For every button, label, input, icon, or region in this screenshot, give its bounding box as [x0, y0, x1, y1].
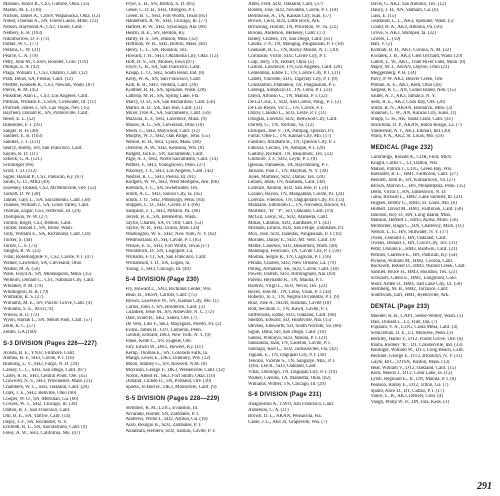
roster-entry: Major, M. J., AKAN, Dayton, Ohio (23) — [370, 65, 449, 71]
roster-entry: Dais, Donald L., LT, Flint, Ida. (7) — [370, 319, 438, 325]
roster-entry: Meggenberg, P. H. (34) — [370, 71, 417, 76]
roster-entry: Pickens, William M., HM2, Corona, Calif. — [370, 258, 454, 264]
roster-entry: Whitaker, P. M. (79) — [3, 283, 43, 289]
roster-entry: Carlos, John J., SN, Broderick, Calif. (3) — [125, 304, 205, 310]
roster-entry: Short, Arden O., HM1, Salt Lake City, Ut. (58) — [370, 281, 462, 287]
roster-entry: McBrimer, Hugh C., HN, Charleroy, Mich. (11) — [370, 224, 464, 229]
roster-entry: Powell, Darrell, SD3, Birmingham, Ala. (64) — [248, 272, 336, 278]
roster-entry: Pierce, R. M. (45) — [3, 88, 39, 94]
roster-entry: Smith, A. L., SH3, Siouxs City, Ia. (45) — [125, 191, 202, 197]
roster-entry: Sternberg, M. B., HM2, Torrance, Calif. — [370, 287, 449, 293]
roster-entry: Sigler, Harold P., CS2, Paducah, Ky. (67) — [3, 174, 84, 180]
roster-entry: Walker, Cleodis, TA, Mannetta, Okla. (82) — [248, 375, 331, 381]
roster-entry: Ramrez, Virgil L., SD3, Nevis, Tex. (23) — [248, 283, 327, 289]
roster-entry: Fryer, L. H., SN, Britton, S. D. (85) — [125, 2, 195, 7]
roster-entry: Knapp, L. O., SH2, South Bend, Ind. (8) — [125, 71, 205, 76]
roster-entry: Tanner, Gary L., SA, Sacramento, Calif. (38) — [3, 197, 91, 203]
roster-entry: Brooks, Anderson, Berkeley, Calif. (17) — [248, 30, 326, 36]
roster-entry: Constantino, Pantaleon, TA, Pangasinan, P. I. — [248, 82, 336, 88]
roster-entry: Phillips, E. A. (92) — [3, 65, 40, 71]
roster-entry: Fujikara, V. A., LTJG, Costa Mesa, Calif. (4) — [370, 325, 458, 331]
roster-entry: Westmorland, D., SH, Cavite, P. I. (85) — [125, 237, 202, 243]
roster-entry: Rod, Secundo T., TN, Kawit, Cavite, P. I. — [248, 306, 329, 312]
roster-entry: Smith, J. O., SH2, Pittsburgh, Penn. (84) — [125, 197, 205, 203]
roster-entry: Henry, C. L., SN, Houston, Tex. — [125, 48, 188, 53]
roster-entry: Spand, Alice D., DT, Cubao, P. I. (17) — [370, 388, 444, 394]
roster-entry: Tackett, D. W. (28) — [3, 191, 41, 197]
roster-entry: Hardy, H. S., SN, Jenison, Miss. (32) — [125, 36, 198, 42]
roster-entry: Lorenzo, Abilino, SD2, San Jose, P. I. (4) — [248, 186, 329, 191]
roster-entry: Mox, Jose, SD2, Jalandas, Pangasinan, P. I. (16) — [248, 232, 342, 237]
roster-entry: Heat, William V., DT2, Oakland, Calif. (15) — [370, 365, 456, 371]
roster-entry: Moen, C., SH2, Maywood, Calif. (12) — [125, 128, 200, 134]
roster-entry: Sampson, J. T., SH3, Pittston, Pa. (40) — [125, 209, 200, 214]
roster-entry: Mandugui, Feliciano, TN, Cavite City, P. I. (56) — [248, 249, 341, 255]
roster-entry: Zelten, GA (100) — [3, 329, 37, 335]
roster-entry: Crawford, N. S., SH3, Winchester, Mass. (11) — [3, 379, 93, 385]
roster-entry: Tomlin, Roger, CS3, Benton, Calif. — [3, 220, 72, 226]
roster-entry: Terrell, B. E., SN, Bremerton, Wash. — [125, 214, 197, 220]
roster-entry: Cementina, Eddie Y., TN, Cavite City, P. I. (31) — [248, 71, 341, 76]
roster-entry: Dehn, Victor J., HN, Jamestown, N. D. — [370, 189, 447, 195]
roster-entry: Pfeiffer, Kenneth R., CS3, Newark, Wash. (87) — [3, 82, 95, 88]
roster-entry: Santiago, Kiel L., SD2, Jacksonville, Fla. (42) — [248, 347, 338, 352]
roster-entry: Hartnet, B. W., SH3, Sylacauga, Ala. (86) — [125, 25, 207, 30]
roster-entry: Reser, E. L. (52) — [3, 117, 36, 122]
roster-entry: Parker, W. C. (77) — [3, 42, 39, 48]
roster-entry: Douglas, Lorenzo, SD2, Redwood City, Calif. — [248, 117, 338, 122]
directory-column-3 — [248, 2, 367, 480]
roster-entry: Welborn, Donald C., CS1, National City, Calif. — [3, 278, 95, 283]
roster-entry: Dizon, Claudio L., SD3, Leyte, P. I. (11) — [248, 111, 327, 117]
roster-entry: Osborne, A. W., SH2, Kenosha, Wis. (8) — [125, 145, 204, 151]
roster-entry: Young, J., SH3, Chicago, Ill. (40) — [125, 266, 191, 272]
roster-entry: Poling, Armando, SK, SD2, Cavite, Calif. (18) — [248, 266, 339, 272]
roster-entry: Morrison, George F., DK3, Weisenville, Calif. (12) — [125, 367, 225, 373]
section-heading: S-5 DIVISION (Pages 228—229) — [125, 395, 220, 402]
roster-entry: Reyes, Jose M., TN, Cebu, Visan, P. I. (44) — [248, 289, 332, 295]
roster-entry: Sauter, A. J., AK3, Jamaica, N. Y. — [370, 94, 436, 99]
roster-entry: Tucker, S. (44) — [3, 237, 32, 243]
roster-entry: Bannister, R. L., HM1, Fallbrook, Calif. (27) — [370, 172, 458, 178]
roster-entry: Perkins, C. W. (31) — [3, 48, 41, 53]
roster-entry: Beckner, George E., DT2, Brooklyn, N. Y. (11) — [370, 354, 463, 359]
roster-entry: Scheck, G. A. (121) — [3, 157, 42, 163]
roster-entry: Murphy, W. J., SH2, Oak Ridge, Tenn. (55) — [125, 134, 210, 140]
roster-entry: Samuel, Bruce H., HM3, Houston, Tex. (23) — [370, 270, 457, 275]
roster-entry: Mattie, Clarence, SD3, Beaumont, Wash. (48) — [248, 243, 338, 249]
section-heading: DENTAL (Page 233) — [370, 303, 430, 310]
roster-entry: Pearson, Bobby E., DT2, Tifton, Ga. (7) — [370, 382, 449, 388]
roster-entry: Bean, B., SKSN, Carmel, Calif. (75) — [125, 293, 197, 298]
roster-entry: Schliceman, D. E., LT, Muncele, Penn. (3) — [370, 331, 453, 336]
roster-entry: Joyce, C. B., SA, San Francisco, Calif. — [125, 65, 201, 71]
roster-entry: Stiffbrooks, Eddie, SD3, Oakland, Calif. (60) — [248, 312, 336, 318]
roster-entry: Coronado, Victor, SD2, Cavite City, P. I. — [248, 53, 327, 59]
roster-entry: Sayles, R. D. (11) — [3, 151, 38, 157]
directory-column-4 — [371, 2, 490, 480]
roster-entry: Davis, G. AK2, San Antonio, Tex. (12) — [370, 2, 447, 7]
roster-entry: Taguan, E., TN, Dagupan City, P. I. (49) — [248, 352, 326, 358]
roster-entry: Marcy, D. D., SA, San Bernardino, Calif. (56) — [125, 99, 215, 105]
roster-entry: Chambers, W. C., SH3, Oakland, Calif. (20) — [3, 385, 89, 390]
roster-entry: Hannebuth, R. W., SH3, Chicago, Ill. (77) — [125, 19, 208, 25]
roster-entry: Gearheart, L. L., AK3, Spokane, Wash. (5) — [370, 19, 454, 25]
roster-entry: Lyrsh, Reginald E., Jr., DN, Manila, P. I. (8) — [370, 377, 456, 382]
roster-entry: Nobel, Thomas A., SN, Forest Lakes, Minn. (12) — [3, 19, 99, 25]
roster-entry: Owens, Donald J., HN, Cisco City, Tex. (31) — [370, 241, 458, 247]
roster-entry: Thames, William J., SA, Grass Valley, Calif. — [3, 203, 90, 209]
roster-entry: Nelson, L. E., HN, Stillwater, N. Y. (17) — [370, 229, 449, 235]
roster-entry: Cabrega, Simplicio D., TN, Cebu, P. I. (23) — [248, 88, 332, 94]
roster-entry: Sells, R. E., AK3, Coos Bay, Ore. (20) — [370, 99, 446, 105]
roster-entry: Perkins, Clarence E., HN, Paducah, Ky. (54) — [370, 252, 457, 258]
roster-entry: Bunning, L. V., SH2, Fargo, N. D. (39) — [3, 362, 79, 367]
roster-entry: Durrett, G., TN, Norfolk, Va. (12) — [248, 122, 314, 128]
roster-entry: Taylor, Charles, SA, Ft. Ord, Calif. (53) — [125, 220, 203, 226]
roster-entry: Bernhouse, A., TA, Kansas City, Kan. (57) — [248, 13, 331, 19]
roster-entry: De La Cruz, J., SD2, San Carlos, Pang., P. I. (2) — [248, 99, 341, 105]
roster-entry: Kollmer, R. H., SN, Spokane, Wash. (28) — [125, 88, 206, 94]
roster-entry: Stoppler, C. D., SH2, Cavite, P. I. (66) — [125, 203, 200, 209]
roster-entry: Thompson, W. W. (27) — [3, 214, 48, 220]
roster-entry: Vidal, Rosemarglide V., CS2, Cavite, P. I. (47) — [3, 255, 93, 260]
roster-entry: Hulbert, David M., HM1, Fallbrook, Calif. (58) — [370, 206, 463, 212]
roster-entry: Cooper, W. O., SN, Meridian, Ga. (66) — [3, 396, 79, 402]
roster-entry: Tylor, Lee R., SD3, Oakland, Calif. — [248, 364, 317, 370]
roster-entry: Bailey, Charles, TN, San Diego, Calif. (41) — [248, 36, 332, 42]
roster-entry: Williams, S. E., AO3 (74) — [3, 306, 54, 312]
roster-entry: Minor, Don A., SA, Sacramento, Calif. (56) — [125, 111, 211, 117]
roster-entry: Southwark, Earl, HM1, Ryehoville, Ark. — [370, 293, 450, 298]
roster-entry: Schwartz, Glenn E., HM1, Longmont, Colo. — [370, 275, 457, 281]
roster-entry: Green, B. T., SH3, Fort Worth, Texas (85) — [125, 13, 207, 19]
roster-entry: Mueller, R. B., CAPT, Sedro-Wolley, Wash. (3) — [370, 313, 463, 319]
roster-entry: Fabrosa, Cecilio, TA, Antique, P. I. (29) — [248, 145, 325, 151]
roster-entry: De Vera, Luis F., SK3, Mayaguez, Puerto, P.I. (2) — [125, 321, 222, 327]
roster-entry: Brown, D. L., AKAN, Pensacola, Fla. — [248, 413, 322, 419]
roster-entry: Stockman, D. P., AKAN, Baton Rouge, La. (7) — [370, 122, 462, 128]
roster-entry: Knight, Curtis C., LT, Dalton, Wis. — [370, 160, 439, 166]
roster-entry: Kimball, B. D., AK1, Corona, N. M. (32) — [370, 48, 451, 53]
roster-entry: Gass, E. (15) — [370, 13, 396, 19]
roster-entry: Outland, Clonde D., SN, Portland, Ore. (10) — [125, 379, 212, 385]
roster-entry: Mastain, Junior R., CS3, Guthrie, Okla. (33) — [3, 2, 90, 7]
roster-entry: Nelson, Raymond A., CS2, Tulare, Calif. — [3, 25, 83, 30]
roster-entry: Dalton, R. J., San Francisco, Calif. — [3, 408, 71, 413]
roster-entry: Smith, R. N., AKAN, Bismarck, Miss. (3) — [370, 105, 453, 111]
roster-entry: Gould, R. A., AK3, Altoona, Pa. (56) — [370, 25, 443, 30]
roster-entry: Williamson, J. D., SA, Logan, Ia. — [125, 260, 191, 266]
roster-entry: Jones, Keith C., SN, Eugene, Ore. — [125, 339, 192, 344]
roster-entry: Leland, Jesse, TN, Alameda, Calif. (49) — [248, 180, 325, 186]
roster-entry: Chenault, R. C., TN, Rocky Mount, N. C. (20) — [248, 48, 339, 53]
roster-entry: Andrews, Willie J., SD2, Ashton, Ga. (16) — [125, 417, 208, 423]
roster-entry: Miranda, Emilio, SD2, San Felipe, Zambales, P.I. — [248, 226, 345, 232]
roster-entry: Shupp, G. H., AK, Santa Clara, Calif. (41) — [370, 117, 453, 122]
roster-entry: Evans, James B., CP1, Cameron, Penn. — [125, 327, 202, 333]
roster-entry: Tully, William E., SA, Richmond, Calif. (34) — [3, 232, 91, 237]
roster-entry: Pratt, Denis, SA, Fresno, Calif. (12) — [3, 76, 73, 82]
directory-column-1 — [3, 2, 122, 480]
section-heading: MEDICAL (Page 232) — [370, 145, 434, 151]
roster-entry: Dejoy, J. F., SN, Rochester, N. Y. — [3, 419, 68, 425]
roster-entry: Dill, B. E., SA, Yarrow, Calif. (14) — [3, 413, 71, 419]
roster-entry: De Los Reyes, Vic C., TN, Cavite, P. I. — [248, 105, 324, 111]
roster-entry: Martinez, "R" "P", SD, Oakland, Calif. (19) — [248, 209, 334, 214]
roster-entry: Pinkstine, Alan L., CS3, Los Angeles, Calif. — [3, 94, 89, 99]
roster-entry: Roberto, Jo T., TN, Negros Occidental, P. I. (9) — [248, 295, 340, 301]
roster-entry: Cable, J. L., AKCN, Grapeville, Wis. (7) — [248, 419, 328, 425]
section-heading: S-4 DIVISION (Page 230) — [125, 277, 200, 284]
roster-entry: Foley, A. W., SH3, California, Mo. (47) — [3, 431, 80, 436]
roster-entry: Jury, Edwin W., DK1, Bowers, Ky. (11) — [125, 344, 203, 350]
roster-entry: Ruiz, Jose A., SD2R, Surailan, Cavite (18) — [248, 301, 331, 306]
roster-entry: Kelly, W. A., SN, San Francisco, Calif. — [125, 76, 201, 82]
roster-entry: Searcy, Bobby, SN, San Francisco, Calif. — [3, 145, 83, 151]
roster-entry: Vanderreal, A. J., AK3, Elkhart, Ind. (30) — [370, 128, 451, 134]
roster-entry: Catlett, Vincente, SD3, Tagaytay City, P. I. (8) — [248, 76, 338, 82]
roster-entry: Sanger, R. H. (40) — [3, 128, 39, 134]
roster-entry: Lamm, L. W., AKC, Thief River Falls, Minn. (8) — [370, 59, 466, 65]
roster-entry: Pikorney, J. F., SH3, Los Angeles, Calif. (42) — [125, 168, 214, 174]
roster-entry: Anagnostou A., CWO, San Francisco, Calif. — [248, 402, 335, 408]
roster-entry: Brown, Lawrence W., SN, Kansas City, Mo. (1) — [125, 298, 219, 304]
roster-entry: Shannon, C. W., AN, Kansas City, Kans. (1) — [370, 111, 457, 117]
roster-entry: Graves, L. (59) — [370, 36, 401, 42]
roster-entry: Pethtel, F., SH3, Youngstown, Penn. (27) — [125, 163, 206, 168]
roster-entry: Mangs, Lewis E., DK3, Dunbury, Wis. (12) — [125, 356, 211, 362]
roster-entry: Modina, Sergio R., TN, Cagayan, P. I. (16) — [248, 255, 332, 260]
roster-entry: Carter, R. R., SH3, Central Point, Ore. (45) — [3, 373, 87, 379]
roster-entry: Lorenzo, Filemon, TN, Daguporam City, P.I. (13) — [248, 197, 345, 203]
roster-entry: Howard, J. H., SH3, Oklahoma City, Okla. (12) — [125, 53, 219, 59]
roster-entry: Pearce, C. A. (79) — [3, 53, 38, 59]
roster-entry: Zelle, K. C. (57) — [3, 324, 35, 329]
roster-entry: Nelson, R. H., SH3, Lyons, Mass. (40) — [125, 140, 201, 145]
roster-entry: Cowles, W. T., SH2, Chicago, Ill. (38) — [3, 402, 78, 408]
roster-entry: Vaugh, Philip W. Jr., DN, Iola, Kans. (3) — [370, 400, 449, 405]
roster-entry: Gelee, C. D. B., SH3, Obregon, P. I. — [125, 7, 196, 13]
roster-entry: Williams, M. E., SN, Pacific Grove, Calif. (4) — [3, 301, 92, 306]
roster-entry: Sparks, Jo Bud H., DK3, Monticello, Calif. (9) — [125, 385, 217, 390]
roster-entry: Nethery, E. R. (103) — [3, 30, 43, 36]
roster-entry: Bullinger, William W., DT3, Long Beach, Calif. — [370, 348, 464, 354]
roster-entry: Faustino, Abraham B., TN, Quezon City, P. I. — [248, 140, 337, 145]
roster-entry: Williams, F. O., SA, San Francisco, Calif. — [125, 255, 207, 260]
roster-entry: Browning, Harold, TN, Princeton, W. Va. (22) — [248, 25, 338, 30]
roster-entry: Turner, C. S. (73) — [3, 243, 38, 249]
page-number: 291 — [477, 481, 492, 492]
directory-page — [3, 2, 489, 480]
roster-entry: Brown, Cecil, SD3, Little Rock, Ark. — [248, 19, 321, 25]
roster-entry: Whittington, R. R. (79) — [3, 289, 49, 295]
roster-entry: Woodstock, D., SN, Lisgoport, La. — [125, 249, 194, 255]
roster-entry: Sargent, R. C., AN, Grand Island, Neb. (15) — [370, 88, 456, 94]
roster-entry: Jamison, Roy D., HN, Long Island, Miss. — [370, 212, 452, 218]
directory-column-2 — [126, 2, 245, 480]
roster-entry: Pitman, A. E., AK1, Kent, Ohio (26) — [370, 82, 442, 88]
roster-entry: Wilson, E. E., SH3, Fort Worth, Texas (17) — [125, 243, 209, 249]
roster-entry: Cummings, Ronald A., CDR, Flint, Mich. — [370, 155, 453, 160]
roster-entry: Gayle, Bl C., DTSN, Boston, Mass. (13) — [370, 359, 450, 365]
roster-entry: Schillinger (66) — [3, 163, 34, 168]
roster-entry: Mastin, M. L. (116) — [3, 7, 42, 13]
roster-entry: Allen, Fred, SD2, Oakland, Calif. (37) — [248, 2, 323, 7]
roster-entry: Sanders, E. R. (103) — [3, 134, 43, 140]
roster-entry: Widmann, R. S. (27) — [3, 295, 44, 301]
roster-entry: Stemmer, R. M., LTJG, Evanston, Ill. — [125, 405, 199, 411]
roster-entry: Anderson, C. A. (11) — [248, 408, 289, 413]
roster-entry: Sweeney, Donald, CS2, McMinnville, Ore. (52) — [3, 186, 97, 191]
roster-entry: Shelton, Edward, SD, Huntsville, Ala. (15) — [248, 318, 332, 324]
roster-entry: Rayfield, Donald R., SN, Portersville, Calif. — [3, 111, 89, 117]
roster-entry: Farrar, Ollie L., TN, Kansas City, Mo. (17) — [248, 134, 332, 140]
roster-entry: Hoffman, W. R., SH2, Burton, Mass. (40) — [125, 42, 207, 48]
roster-entry: Millas, Catalino, SD3, Zambales, P. I. (43) — [248, 220, 331, 226]
roster-entry: Stevens, Ellsworth, SD, South Norfolk, Va. (60) — [248, 324, 342, 329]
roster-entry: Vaughn, R. W. (22) — [3, 249, 41, 255]
roster-entry: Bennett, John R., SN, Kilmarnock, Va. (27) — [370, 178, 456, 183]
roster-entry: Gailliny, Richard, TN, Beaumont, Tex. (33) — [248, 151, 333, 157]
roster-entry: Manzano, Edmundo L., TN, Novaleta, Bacoor, P.I. — [248, 203, 347, 209]
roster-entry: Petty, John M., CSSN, Boulder, Colo. (119) — [3, 59, 89, 65]
roster-entry: Kilb, R. R., SH3, Ventura, Calif. (26) — [125, 82, 198, 88]
roster-entry: Ward, P. A., AK2, St. Louis, Mo. (59) — [370, 134, 444, 140]
roster-entry: McGill, Leroy, SC, SD2, Alameda, Calif. — [248, 214, 329, 220]
roster-entry: Salazanda, Juan, TN, Laoeran, Cavite, P. I. — [248, 341, 331, 347]
roster-entry: Beckley, Hamil Y., DT2, Forest Grove, Ore. (6) — [370, 336, 463, 342]
roster-entry: Fry, Howard L., SN3, Richland Center, Wis. — [125, 287, 212, 293]
roster-entry: Tucker, Harold J., SN, Boise, Wash. — [3, 226, 73, 232]
roster-entry: Aluantara, Hernero, SD2, Salinas, Cavite, P. I. — [125, 428, 216, 434]
roster-entry: Mason, R. G., SN, Cleveland, Ohio (10) — [125, 122, 204, 128]
roster-entry: Dale, Erald R., SK2, Salem, Ore. (7) — [125, 316, 197, 321]
roster-entry: Rodgers, W. W., SH2, West Memphis, Ark. (66) — [125, 180, 219, 186]
section-heading: S-6 DIVISION (Page 231) — [248, 392, 322, 399]
roster-entry: Rinestone, F. J. (91) — [3, 122, 42, 128]
roster-entry: Walker, M. A. (56) — [3, 266, 40, 272]
roster-entry: Lathrop, M. R., SA, Spring Lake, Fla. — [125, 94, 200, 99]
roster-entry: Dayot, Alfonso C., TN, Manila, P. I. (22) — [248, 94, 328, 99]
roster-entry: Eckfeldt, R. L., SN, San Bernino, Calif. (9) — [3, 425, 87, 431]
roster-entry: Plaga, William T., CS3, Ontario, Calif. (12) — [3, 71, 88, 76]
roster-entry: Roebuck, F. C., SN, Sweetwater, Tex. — [125, 186, 199, 191]
roster-entry: Parry, P. W. AK3, Beaver Creek, Ore. — [370, 76, 444, 82]
roster-entry: Jones, Martinez, SD2, Dallas, Tex. (28) — [248, 174, 325, 180]
roster-entry: Martin, R. D., SA, San Jose, Calif. (31) — [125, 105, 202, 111]
roster-entry: Sigue, Dana, SD, San Diego, Calif. (10) — [248, 329, 326, 335]
roster-entry: Morales, Danny E., SD2, Mt. Vern. Calif. (9) — [248, 237, 336, 243]
roster-entry: Casilla, J. P., TN, Malagug, Pangasinan, P. I. (10) — [248, 42, 344, 48]
roster-entry: Gaba, Richard L., HM2, Lake Sumner, Ill. (21) — [370, 195, 463, 201]
roster-entry: Wynn, Harlan L., SN, Menlo Park, Calif. (57) — [3, 318, 93, 324]
roster-entry: Villar, Domingo, TN, Dagupan City, P. I. (19) — [248, 370, 337, 375]
roster-entry: Pareno, Reynaldo R., TN, Manila, P. I. — [248, 278, 323, 283]
roster-entry: Santos, Pollonyo, SD3, Manila, P. I. (21) — [248, 335, 328, 341]
roster-entry: Page, A. J., SH2, North Sacramento, Calif. (14) — [125, 157, 218, 163]
roster-entry: Tenorio, Vicente S., TN, Sangalye, Mla., P. I. — [248, 358, 336, 364]
roster-entry: Jackson, Paul J., TN, Mayhun, N. Y. (39) — [248, 168, 328, 174]
roster-entry: Sanders, J. T. (111) — [3, 140, 41, 145]
roster-entry: Taylor, W. R., SH2, Union, Miss. (24) — [125, 226, 200, 232]
roster-entry: Nestzel, R. C., SH3, Peoria, Ill. (81) — [125, 174, 196, 180]
roster-entry: Nichols, James A., CSSN, Wapanucka, Okla. (12) — [3, 13, 101, 19]
roster-entry: Dancy, J. H., AN, Statham, Ga. (6) — [370, 7, 438, 13]
roster-entry: Walker, Lawrence, SA, Cleveland, Ohio — [3, 260, 82, 266]
roster-entry: Alvarado, Homer, SN, Zambales, P. I. — [125, 411, 200, 417]
roster-entry: Enriquez, Jose V., TA, Pampag, Quezon, P.I. — [248, 128, 335, 134]
roster-entry: Grove, S. AK3, Stumpeu, Ia. (32) — [370, 30, 436, 36]
roster-entry: Wilson, B. D. (72) — [3, 312, 39, 318]
roster-entry: Peralta, Charles, SD2, New Orleans, La. (79) — [248, 260, 336, 266]
roster-entry: Nikomorrow, D. F. (73) — [3, 36, 50, 42]
roster-entry: Gentile, Edward, DK3, New York, N. Y. (9) — [125, 333, 211, 339]
roster-entry: Moon, Stanley G., SN, Roswell, N.M. (8) — [125, 362, 207, 367]
roster-entry: Lozano, Rayon, TN, Mangaldan, Cavite, P.I. (24) — [248, 191, 344, 197]
roster-entry: Manson, Herbert J., HM3, Aloha, Minn. (56) — [370, 218, 458, 224]
roster-entry: Anthus, H. F., SH3, Cavite, P. I. (16) — [3, 356, 74, 362]
roster-entry: Carney, C. C., SH3, San Diego, Calif. (87) — [3, 367, 86, 373]
roster-entry: Brown, Marvin C., HN, Philadelphia, Penn. (35) — [370, 183, 465, 189]
roster-entry: Hall, V. (2) — [370, 42, 393, 48]
roster-entry: Pettit, Donald E., HM3, Baldwin, Calif. (23) — [370, 247, 457, 252]
roster-entry: Norris, Albert H., SK3, Fort Smith, Okla. (10) — [125, 373, 216, 379]
roster-entry: Acosta, B. E., YN3c, Fillmore, Calif. — [3, 350, 75, 356]
roster-entry: Kemp, Thomas E., SN, Colorado Falls, Ia. — [125, 350, 208, 356]
roster-entry: Hoff, H. S., SN, Moines, Iowa (87) — [125, 59, 194, 65]
roster-entry: Padgett, Jack E., SN, Sacramento, Calif. — [125, 151, 204, 157]
roster-entry: Gillmore, J. F., SD2, Leyte, P. I. (8) — [248, 157, 317, 163]
roster-entry: Ware, Floyd A., SN, Minneapolis, Minn. (35) — [3, 272, 92, 278]
roster-entry: Auro, Reulgio B., SD3, Zambales, P. I. — [125, 423, 202, 428]
roster-entry: Iglesias, Pantaleon, TA, Bayombong, P. I. — [248, 163, 329, 168]
roster-entry: Clark, J. E., SH3, Bellville, Ohio (60) — [3, 390, 77, 396]
roster-entry: Thomas, Edgar, CS3, Jefferson, Ill. (29) — [3, 209, 81, 214]
roster-entry: Owen, Leonard J., HN, Oakland, Calif. — [370, 235, 447, 241]
roster-entry: Mahon, Patrick J., LTJG, Green Bay, Wis. — [370, 166, 453, 172]
roster-entry: Ibarra, Rodney "K", DT, Consterville, Ind. (33) — [370, 342, 463, 348]
roster-entry: Hughes, Bobby G., HM3, St. Louis, Mo. (6) — [370, 201, 457, 206]
roster-entry: Smith, G. D., MR3 (49) — [3, 180, 50, 186]
roster-entry: Williams, Wilber, TN, Chicago, Ill. (29) — [248, 381, 326, 387]
roster-entry: Scott, T. D. (112) — [3, 168, 37, 174]
roster-entry: Kwiatek, J. B., AK3, Glen Orchard, Wash. (29) — [370, 53, 463, 59]
roster-entry: Pittman, William E., CSSN, Coldwater, Ill. (11) — [3, 99, 96, 105]
roster-entry: Hearin, R. E., SN, Benton, Ky. — [125, 30, 186, 36]
roster-entry: Bolden, Jose, SD2, Novaleta, Cavite, P. I. (18) — [248, 7, 338, 13]
roster-entry: Washington, W. S., SH2, New York, N. Y. (62) — [125, 232, 217, 237]
roster-entry: Calloni, Lawrence, TN, Los Angeles, Calif. (20) — [248, 65, 342, 71]
roster-entry: Chaldien, Jesse M., SN, Asheville, N. C. (72) — [125, 310, 214, 316]
roster-entry: Mazzola, E. J., SH3, Lawrence, Mass. (9) — [125, 117, 207, 122]
roster-entry: Culp, Jerry, TN, Hobart, Okla. (5) — [248, 59, 314, 65]
roster-entry: Kern, Mason J., DT2, Clear Lake, Ia. (12) — [370, 371, 453, 377]
roster-entry: Vance, C. R., AK3, Denver, Colo. (4) — [370, 394, 443, 400]
section-heading: S-3 DIVISION (Pages 226—227) — [3, 340, 97, 347]
roster-entry: Rockwell, Robert D., HM3, Walnut Creek, Calif. — [370, 264, 466, 270]
roster-entry: Pritchett, James J., SN, Las Vegas, Nev. (15) — [3, 105, 90, 111]
